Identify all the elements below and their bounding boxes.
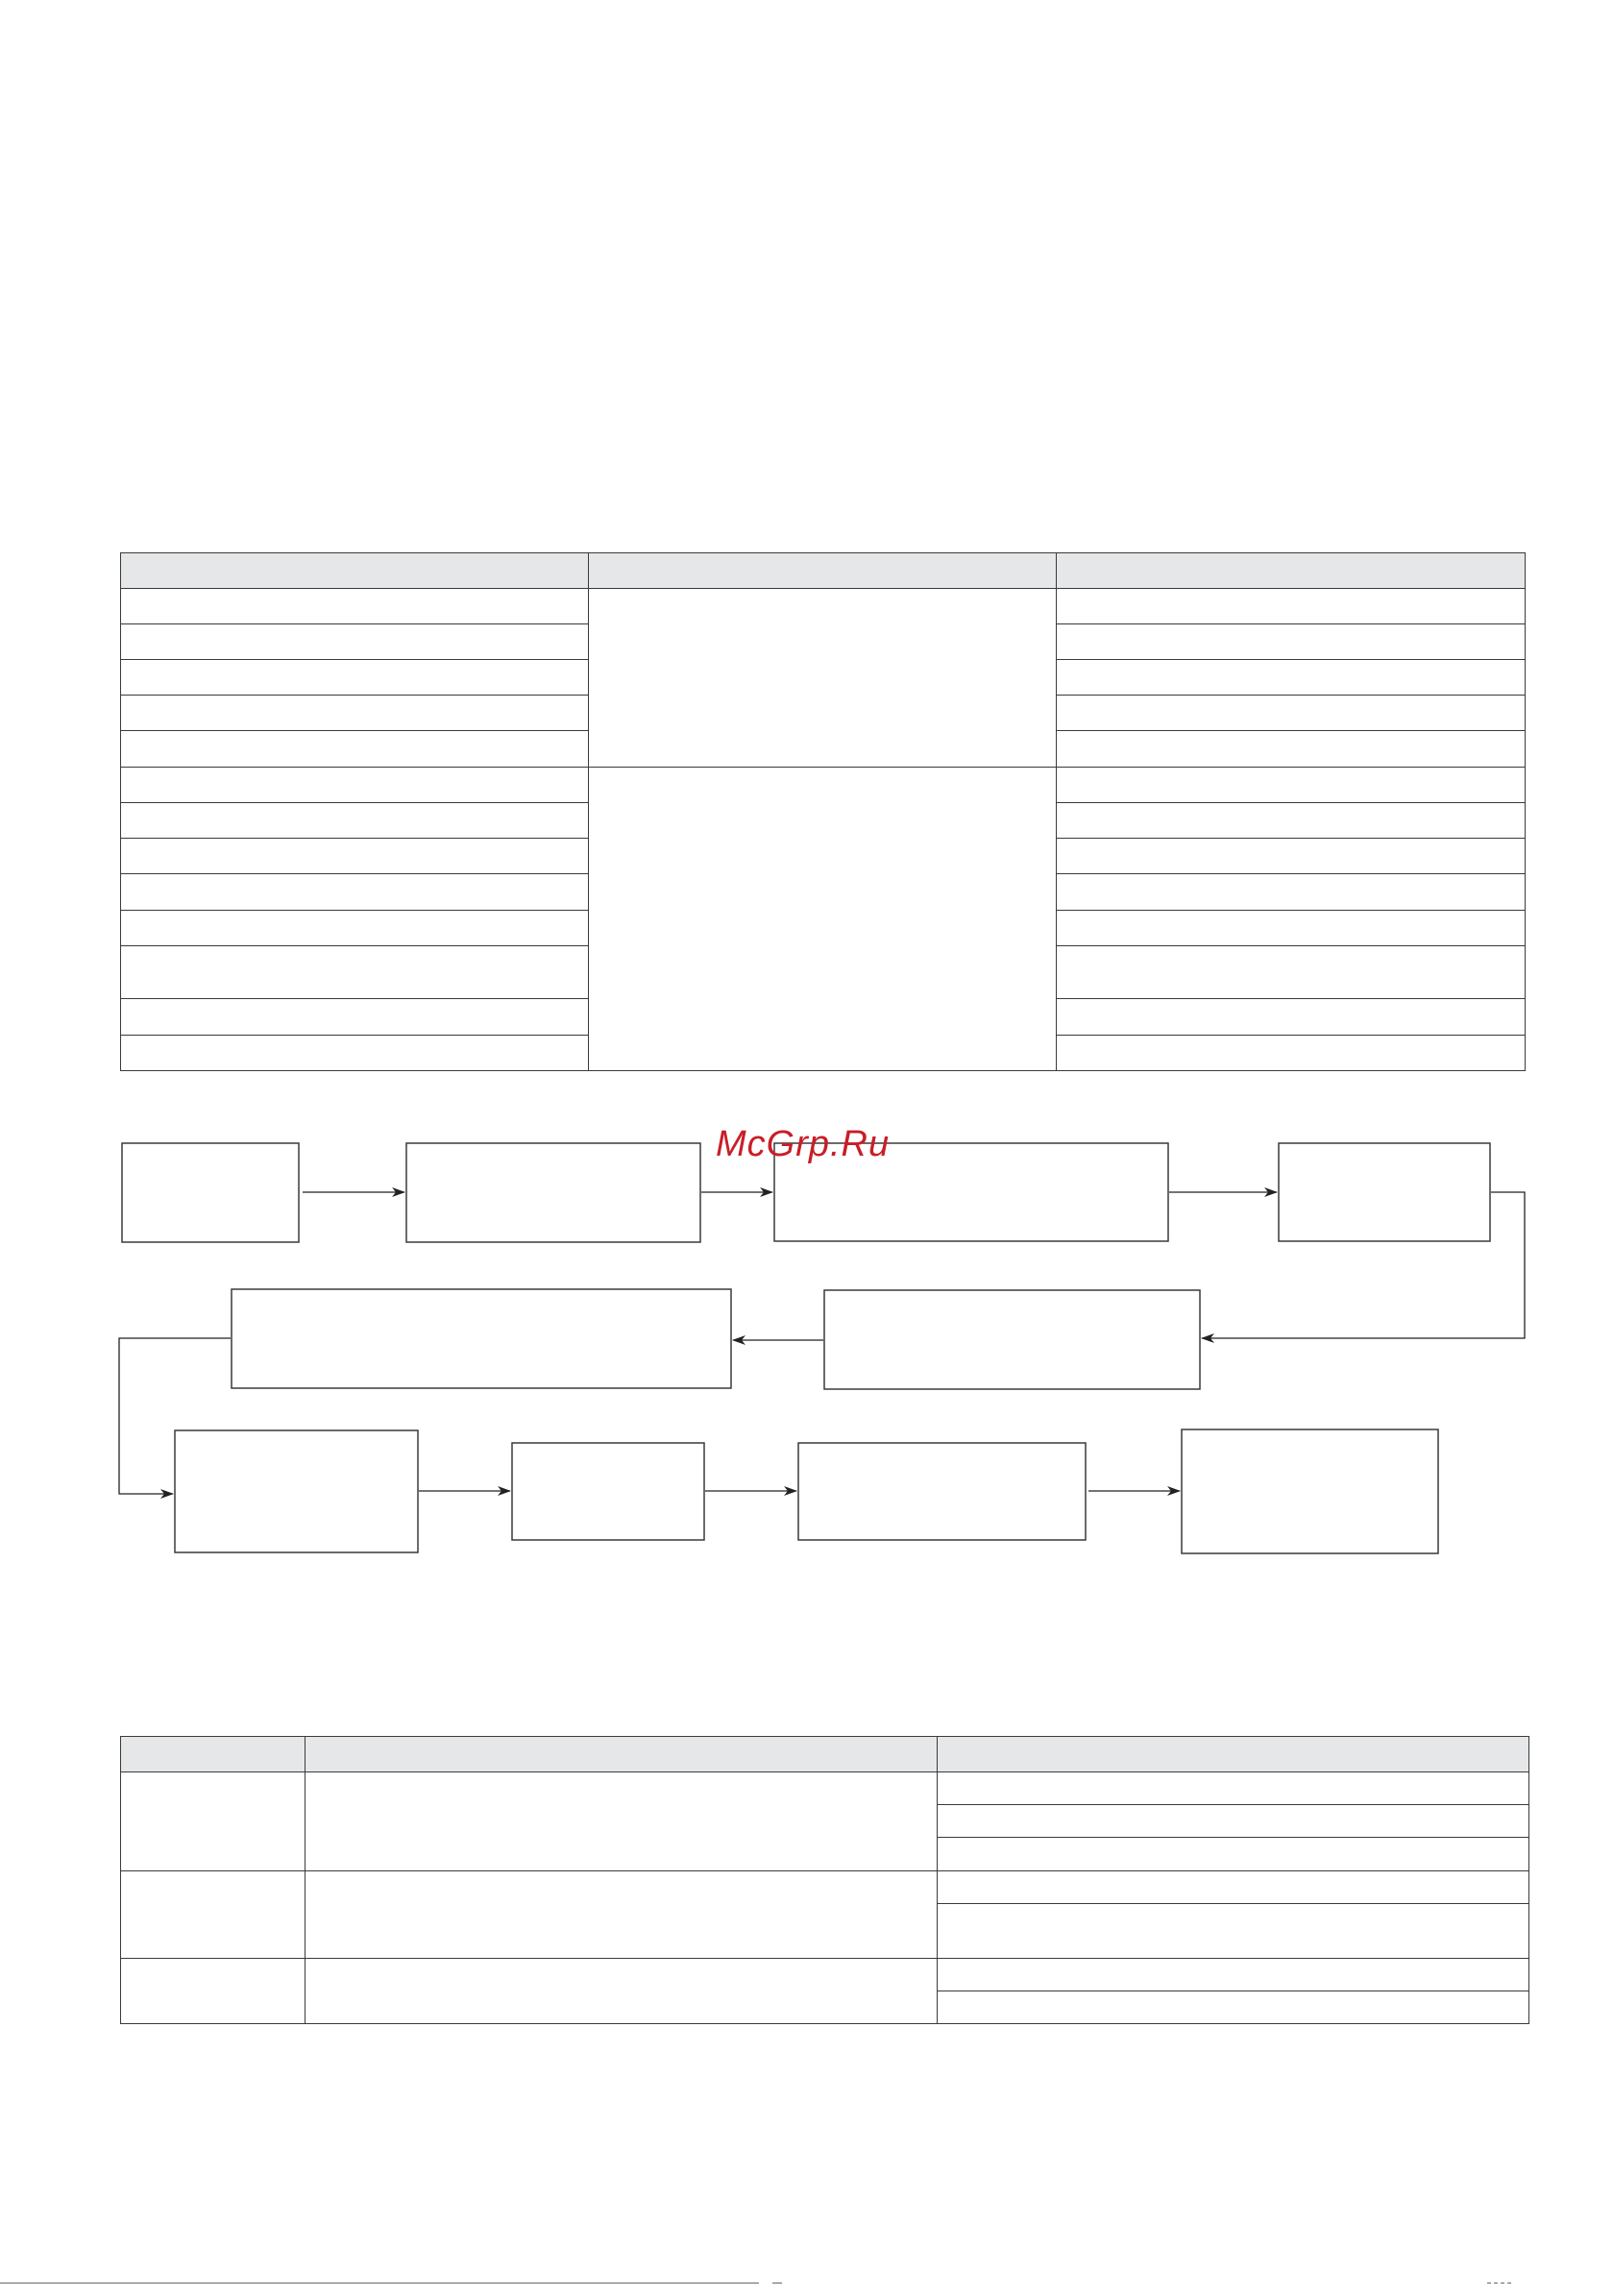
flow-box-8 (512, 1443, 704, 1540)
table-cell (938, 1805, 1529, 1838)
flow-box-1 (122, 1143, 299, 1242)
flow-box-9 (798, 1443, 1086, 1540)
table-cell (305, 1772, 938, 1871)
flow-arrow (1202, 1192, 1525, 1338)
table2-header-3 (938, 1737, 1529, 1772)
table-cell (121, 1871, 305, 1959)
watermark: McGrp.Ru (716, 1124, 891, 1164)
table-cell (938, 1904, 1529, 1959)
flow-box-7 (175, 1430, 418, 1552)
footer-rule (0, 2283, 759, 2284)
footer-mark (1487, 2279, 1535, 2286)
table-cell (938, 1772, 1529, 1805)
footer-tick (772, 2283, 782, 2284)
table-cell (938, 1838, 1529, 1871)
table2-header-2 (305, 1737, 938, 1772)
table2-header-1 (121, 1737, 305, 1772)
flow-box-2 (406, 1143, 700, 1242)
flow-box-10 (1182, 1429, 1438, 1553)
flow-box-5 (824, 1290, 1200, 1389)
flow-box-4 (1279, 1143, 1490, 1241)
table-cell (121, 1772, 305, 1871)
table-cell (305, 1959, 938, 2024)
spec-table (120, 1736, 1529, 2024)
table-cell (938, 1959, 1529, 1991)
table-cell (938, 1991, 1529, 2024)
table-cell (938, 1871, 1529, 1904)
flow-box-6 (232, 1289, 731, 1388)
table-cell (305, 1871, 938, 1959)
table-cell (121, 1959, 305, 2024)
